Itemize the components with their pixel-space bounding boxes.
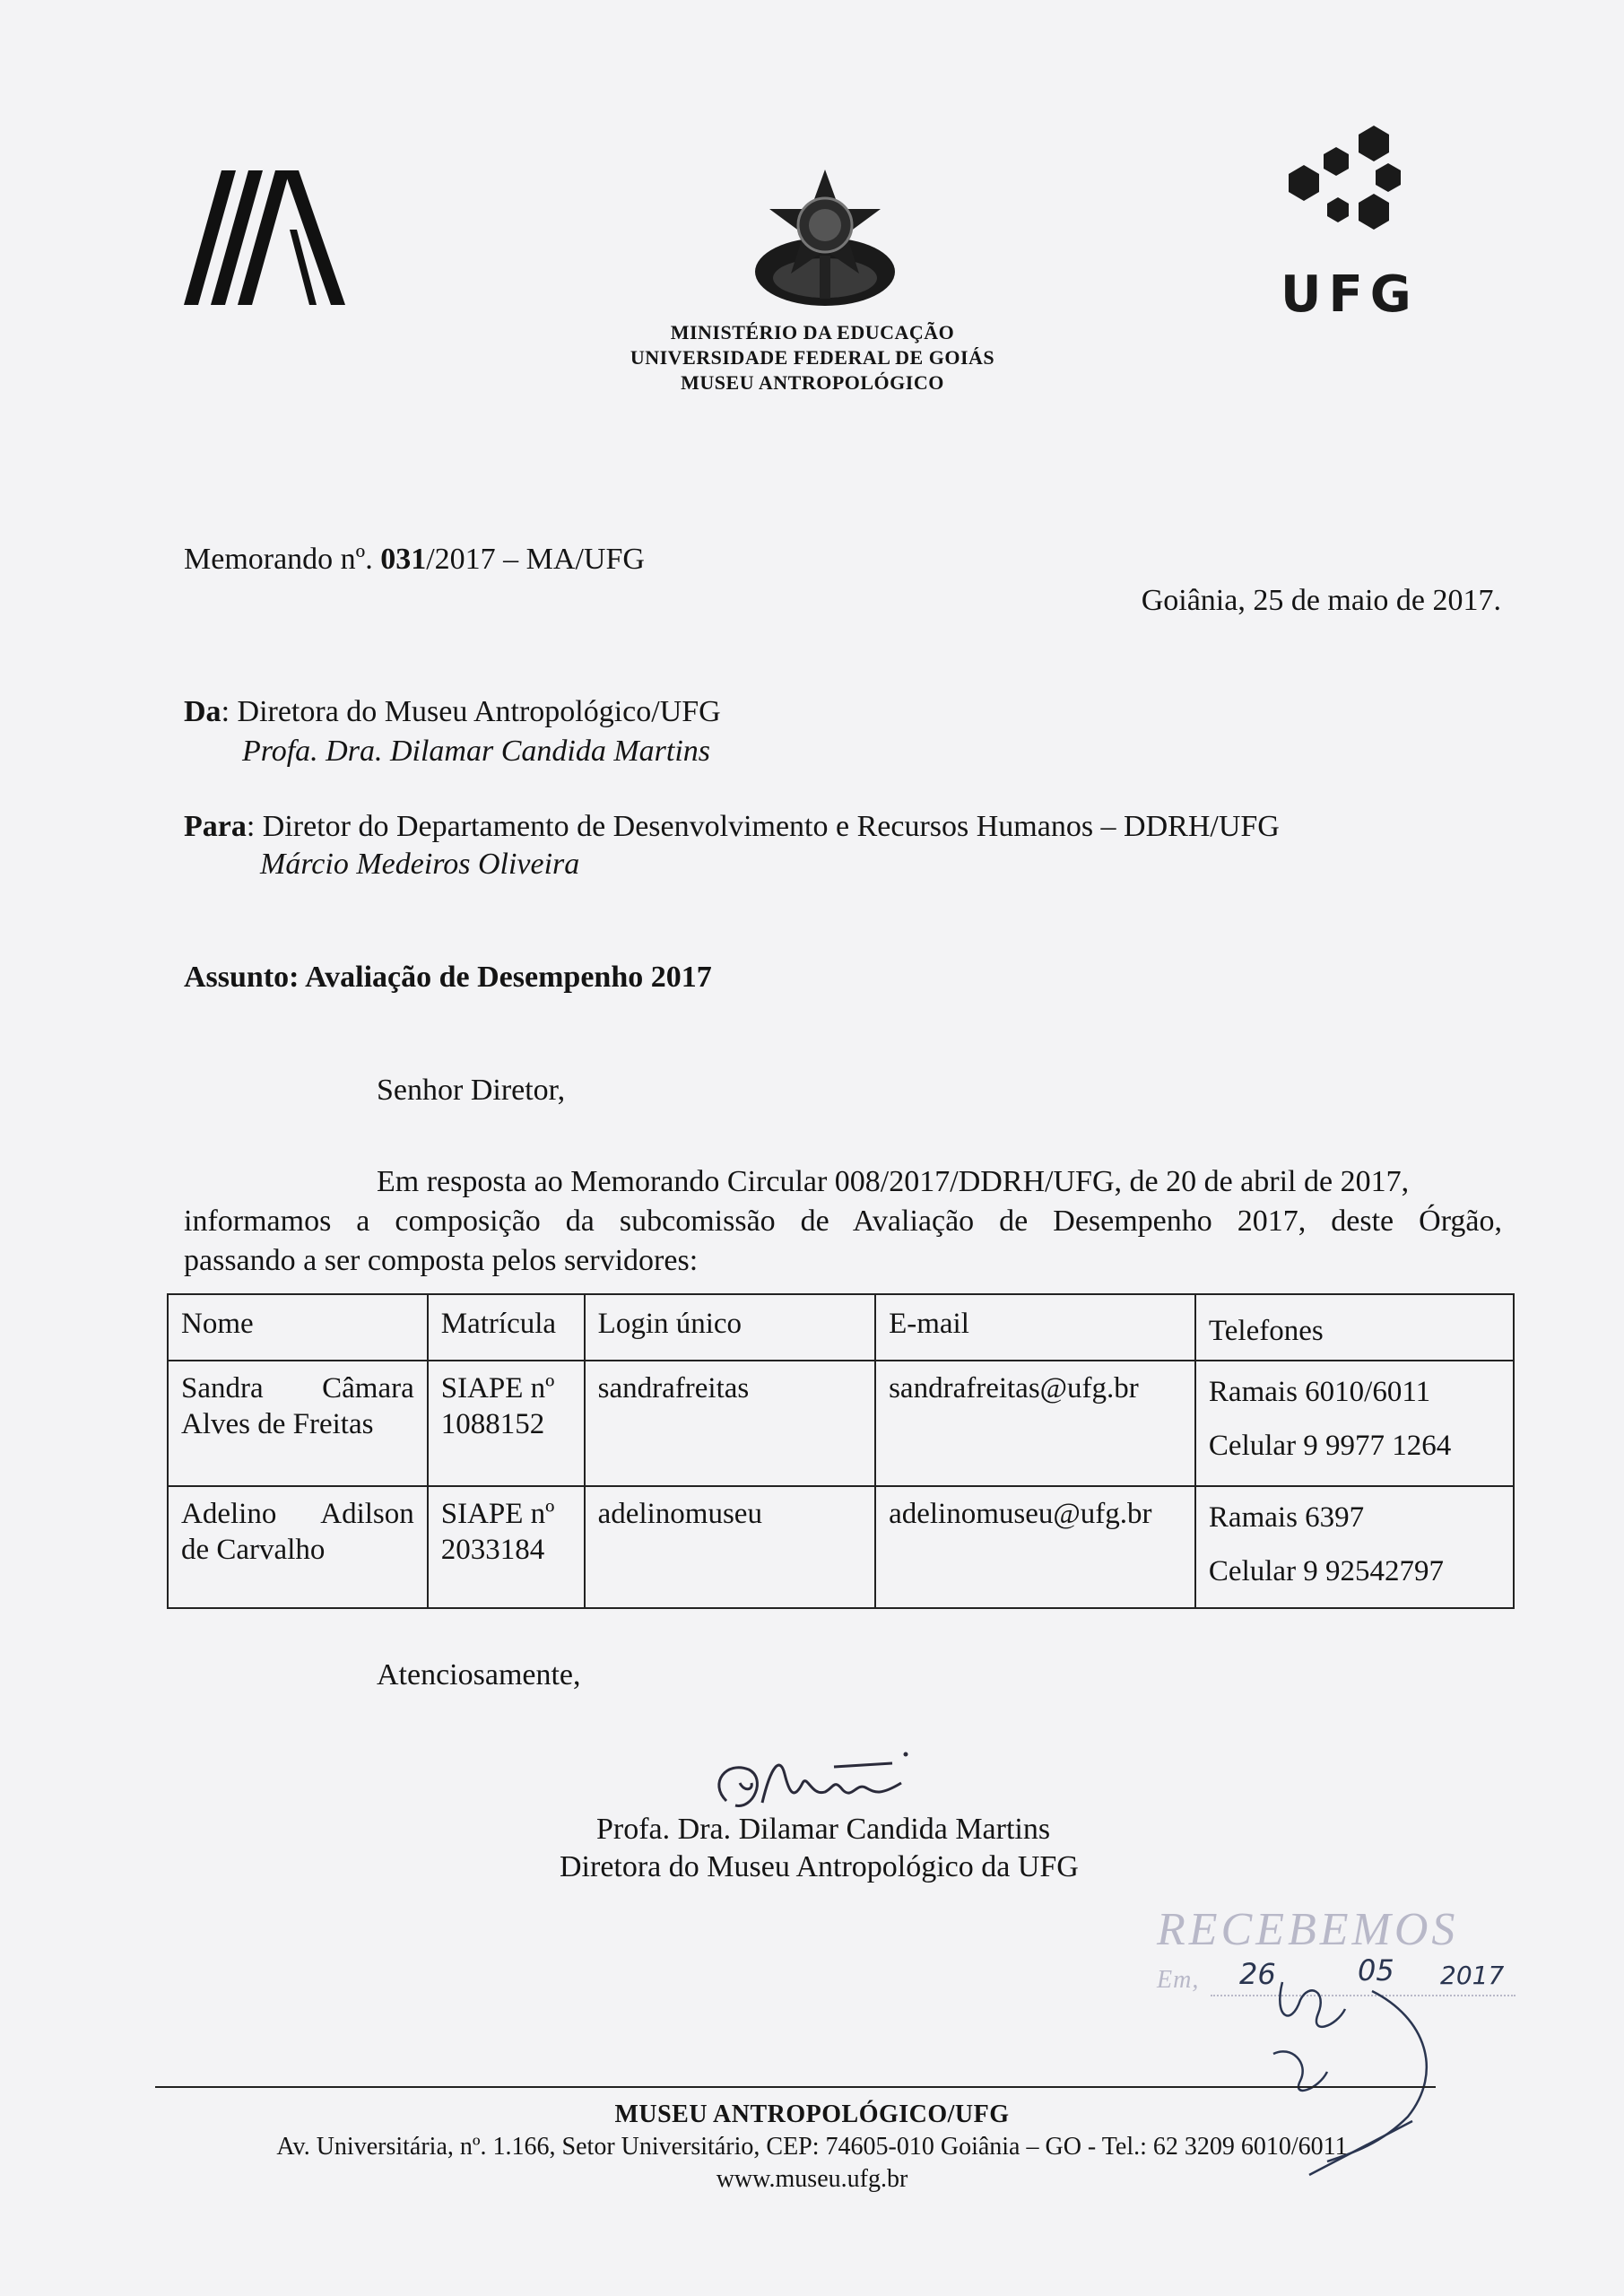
matricula-number: 1088152	[440, 1408, 545, 1440]
header-telefones: Telefones	[1195, 1294, 1514, 1361]
from-name: Profa. Dra. Dilamar Candida Martins	[242, 735, 711, 768]
stamp-date-day: 26	[1239, 1957, 1276, 1991]
stamp-date-prefix: Em,	[1157, 1966, 1200, 1994]
paragraph-line-3: passando a ser composta pelos servidores:	[184, 1244, 699, 1277]
memo-number	[184, 540, 645, 579]
salutation: Senhor Diretor,	[377, 1074, 566, 1107]
memo-number-prefix: Memorando nº.	[184, 543, 381, 576]
header-nome: Nome	[168, 1294, 428, 1361]
footer-website: www.museu.ufg.br	[716, 2165, 908, 2193]
header-university: UNIVERSIDADE FEDERAL DE GOIÁS	[630, 346, 995, 369]
matricula-label: SIAPE nº	[440, 1498, 555, 1530]
memo-to	[184, 807, 1280, 847]
memo-from	[184, 692, 721, 732]
received-stamp-title: RECEBEMOS	[1157, 1904, 1459, 1955]
cell-email: sandrafreitas@ufg.br	[875, 1361, 1195, 1486]
ufg-logo-text: UFG	[1281, 265, 1419, 324]
header-email: E-mail	[875, 1294, 1195, 1361]
regards: Atenciosamente,	[377, 1658, 581, 1692]
signer-name: Profa. Dra. Dilamar Candida Martins	[596, 1813, 1051, 1846]
cell-matricula	[428, 1486, 585, 1608]
from-label: Da	[184, 695, 221, 728]
table-header-row	[168, 1294, 1514, 1361]
matricula-number: 2033184	[440, 1534, 545, 1566]
cell-matricula	[428, 1361, 585, 1486]
table-row	[168, 1486, 1514, 1608]
name-part: Adelino	[181, 1498, 277, 1530]
cell-name	[168, 1361, 428, 1486]
name-part: Adilson	[320, 1498, 414, 1530]
signer-role: Diretora do Museu Antropológico da UFG	[560, 1850, 1079, 1883]
memo-number-bold: 031	[380, 543, 427, 576]
name-line-2: Alves de Freitas	[181, 1408, 374, 1440]
cell-name	[168, 1486, 428, 1608]
to-name: Márcio Medeiros Oliveira	[260, 848, 580, 881]
name-part: Sandra	[181, 1372, 264, 1405]
footer-divider	[155, 2086, 1436, 2088]
ufg-logo-icon	[1284, 126, 1410, 233]
table-row	[168, 1361, 1514, 1486]
memo-number-suffix: /2017 – MA/UFG	[426, 543, 645, 576]
memo-subject: Assunto: Avaliação de Desempenho 2017	[184, 961, 712, 994]
paragraph-line-1: Em resposta ao Memorando Circular 008/2017/DDRH/UFG, de 20 de abril de 2017,	[377, 1165, 1410, 1198]
tel-ramais: Ramais 6397	[1208, 1501, 1365, 1534]
tel-celular: Celular 9 9977 1264	[1208, 1430, 1452, 1462]
from-value: : Diretora do Museu Antropológico/UFG	[221, 695, 721, 728]
paragraph-line-2: informamos a composição da subcomissão de Avaliação de Desempenho 2017, deste Órgão,	[184, 1205, 1502, 1238]
name-part: Câmara	[322, 1372, 414, 1405]
name-line-2: de Carvalho	[181, 1534, 326, 1566]
servers-table	[167, 1293, 1515, 1609]
tel-celular: Celular 9 92542797	[1208, 1555, 1445, 1587]
tel-ramais: Ramais 6010/6011	[1208, 1376, 1431, 1408]
to-label: Para	[184, 810, 247, 843]
coat-of-arms-icon	[753, 166, 897, 309]
header-login: Login único	[585, 1294, 875, 1361]
to-value: : Diretor do Departamento de Desenvolvimento e Recursos Humanos – DDRH/UFG	[246, 810, 1280, 843]
memo-date: Goiânia, 25 de maio de 2017.	[1141, 584, 1501, 617]
matricula-label: SIAPE nº	[440, 1372, 555, 1405]
header-ministry: MINISTÉRIO DA EDUCAÇÃO	[670, 321, 955, 344]
cell-login: adelinomuseu	[585, 1486, 875, 1608]
cell-telefones	[1195, 1486, 1514, 1608]
footer-address: Av. Universitária, nº. 1.166, Setor Universitário, CEP: 74605-010 Goiânia – GO - Tel.: 62 3209 6010/6011	[276, 2133, 1348, 2161]
museum-logo-icon	[184, 169, 345, 308]
stamp-date-year: 2017	[1440, 1961, 1505, 1990]
cell-telefones	[1195, 1361, 1514, 1486]
cell-login: sandrafreitas	[585, 1361, 875, 1486]
cell-email: adelinomuseu@ufg.br	[875, 1486, 1195, 1608]
stamp-date-month: 05	[1358, 1953, 1394, 1987]
header-museum: MUSEU ANTROPOLÓGICO	[681, 371, 944, 394]
header-matricula: Matrícula	[428, 1294, 585, 1361]
footer-org: MUSEU ANTROPOLÓGICO/UFG	[614, 2100, 1010, 2128]
